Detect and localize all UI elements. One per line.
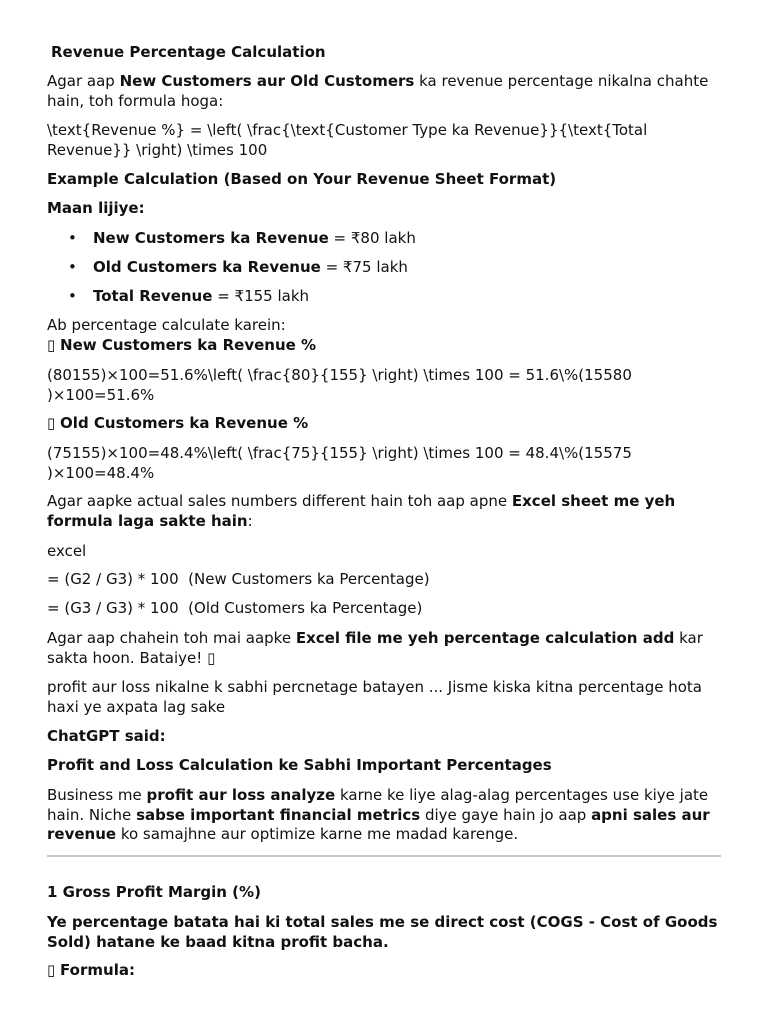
old-customers-calculation: (75155)×100=48.4%\left( \frac{75}{155} \right) \times 100 = 48.4\%(15575 )×100=48.4% <box>47 444 632 482</box>
old-customers-heading: ▯ Old Customers ka Revenue % <box>47 414 309 432</box>
ab-percentage-text: Ab percentage calculate karein: <box>47 316 286 334</box>
excel-formula-line: = (G2 / G3) * 100 (New Customers ka Percentage) <box>47 570 430 588</box>
latex-formula: \text{Revenue %} = \left( \frac{\text{Customer Type ka Revenue}}{\text{Total Revenue}} \right) \times 100 <box>47 121 648 159</box>
new-customers-calculation: (80155)×100=51.6%\left( \frac{80}{155} \right) \times 100 = 51.6\%(15580 )×100=51.6% <box>47 366 632 404</box>
doc-title: Revenue Percentage Calculation <box>51 43 326 61</box>
new-customers-heading: ▯ New Customers ka Revenue % <box>47 336 317 354</box>
pl-heading: Profit and Loss Calculation ke Sabhi Important Percentages <box>47 756 552 774</box>
user-question: profit aur loss nikalne k sabhi percnetage batayen ... Jisme kiska kitna percentage hota haxi ye axpata lag sake <box>47 678 702 716</box>
offer-paragraph: Agar aap chahein toh mai aapke Excel file me yeh percentage calculation add kar sakta hoon. Bataiye! ▯ <box>47 629 703 667</box>
missing-glyph-icon: ▯ <box>207 648 216 667</box>
intro-paragraph: Agar aap New Customers aur Old Customers ka revenue percentage nikalna chahte hain, toh formula hoga: <box>47 72 709 110</box>
excel-note: Agar aapke actual sales numbers different hain toh aap apne Excel sheet me yeh formula laga sakte hain: <box>47 492 676 530</box>
missing-glyph-icon: ▯ <box>47 961 56 979</box>
missing-glyph-icon: ▯ <box>47 414 56 432</box>
excel-formula-line: = (G3 / G3) * 100 (Old Customers ka Percentage) <box>47 599 423 617</box>
chatgpt-said-label: ChatGPT said: <box>47 727 166 745</box>
missing-glyph-icon: ▯ <box>47 336 56 354</box>
gpm-description: Ye percentage batata hai ki total sales me se direct cost (COGS - Cost of Goods Sold) hatane ke baad kitna profit bacha. <box>47 913 718 951</box>
document-page: Revenue Percentage Calculation Agar aap New Customers aur Old Customers ka revenue percentage nikalna chahte hain, toh formula hoga: \text{Revenue %} = \left( \frac{\text{Customer Type ka Revenue}}{\text{Total Revenue}} \right) \times 100 Example Calculation (Based on Your Revenue Sheet Format) Maan lijiye: • New Customers ka Revenue = ₹80 lakh • Old Customers ka Revenue = ₹75 lakh • Total Revenue = ₹155 lakh Ab percentage calculate karein: ▯ New Customers ka Revenue % (80155)×100=51.6%\left( \frac{80}{155} \right) \times 100 = 51.6\%(15580 )×100=51.6% ▯ Old Customers ka Revenue % (75155)×100=48.4%\left( \frac{75}{155} \right) \times 100 = 48.4\%(15575 )×100=48.4% Agar aapke actual sales numbers different hain toh aap apne Excel sheet me yeh formula laga sakte hain: excel = (G2 / G3) * 100 (New Customers ka Percentage) = (G3 / G3) * 100 (Old Customers ka Percentage) Agar aap chahein toh mai aapke Excel file me yeh percentage calculation add kar sakta hoon. Bataiye! ▯ profit aur loss nikalne k sabhi percnetage batayen ... Jisme kiska kitna percentage hota haxi ye axpata lag sake ChatGPT said: Profit and Loss Calculation ke Sabhi Important Percentages Business me profit aur loss analyze karne ke liye alag-alag percentages use kiye jate hain. Niche sabse important financial metrics diye gaye hain jo aap apni sales aur revenue ko samajhne aur optimize karne me madad karenge. 1 Gross Profit Margin (%) Ye percentage batata hai ki total sales me se direct cost (COGS - Cost of Goods Sold) hatane ke baad kitna profit bacha. ▯ Formula: <box>0 0 768 1024</box>
formula-label: ▯ Formula: <box>47 961 135 979</box>
example-heading: Example Calculation (Based on Your Revenue Sheet Format) <box>47 170 557 188</box>
excel-label: excel <box>47 542 87 560</box>
business-paragraph: Business me profit aur loss analyze karne ke liye alag-alag percentages use kiye jate hain. Niche sabse important financial metrics diye gaye hain jo aap apni sales aur revenue ko samajhne aur optimize karne me madad karenge. <box>47 786 710 843</box>
gpm-heading: 1 Gross Profit Margin (%) <box>47 883 261 901</box>
bullet-dot-icon: • <box>68 258 77 276</box>
maan-lijiye-label: Maan lijiye: <box>47 199 145 217</box>
bullet-dot-icon: • <box>68 287 77 305</box>
section-divider <box>47 855 721 857</box>
bullet-dot-icon: • <box>68 229 77 247</box>
